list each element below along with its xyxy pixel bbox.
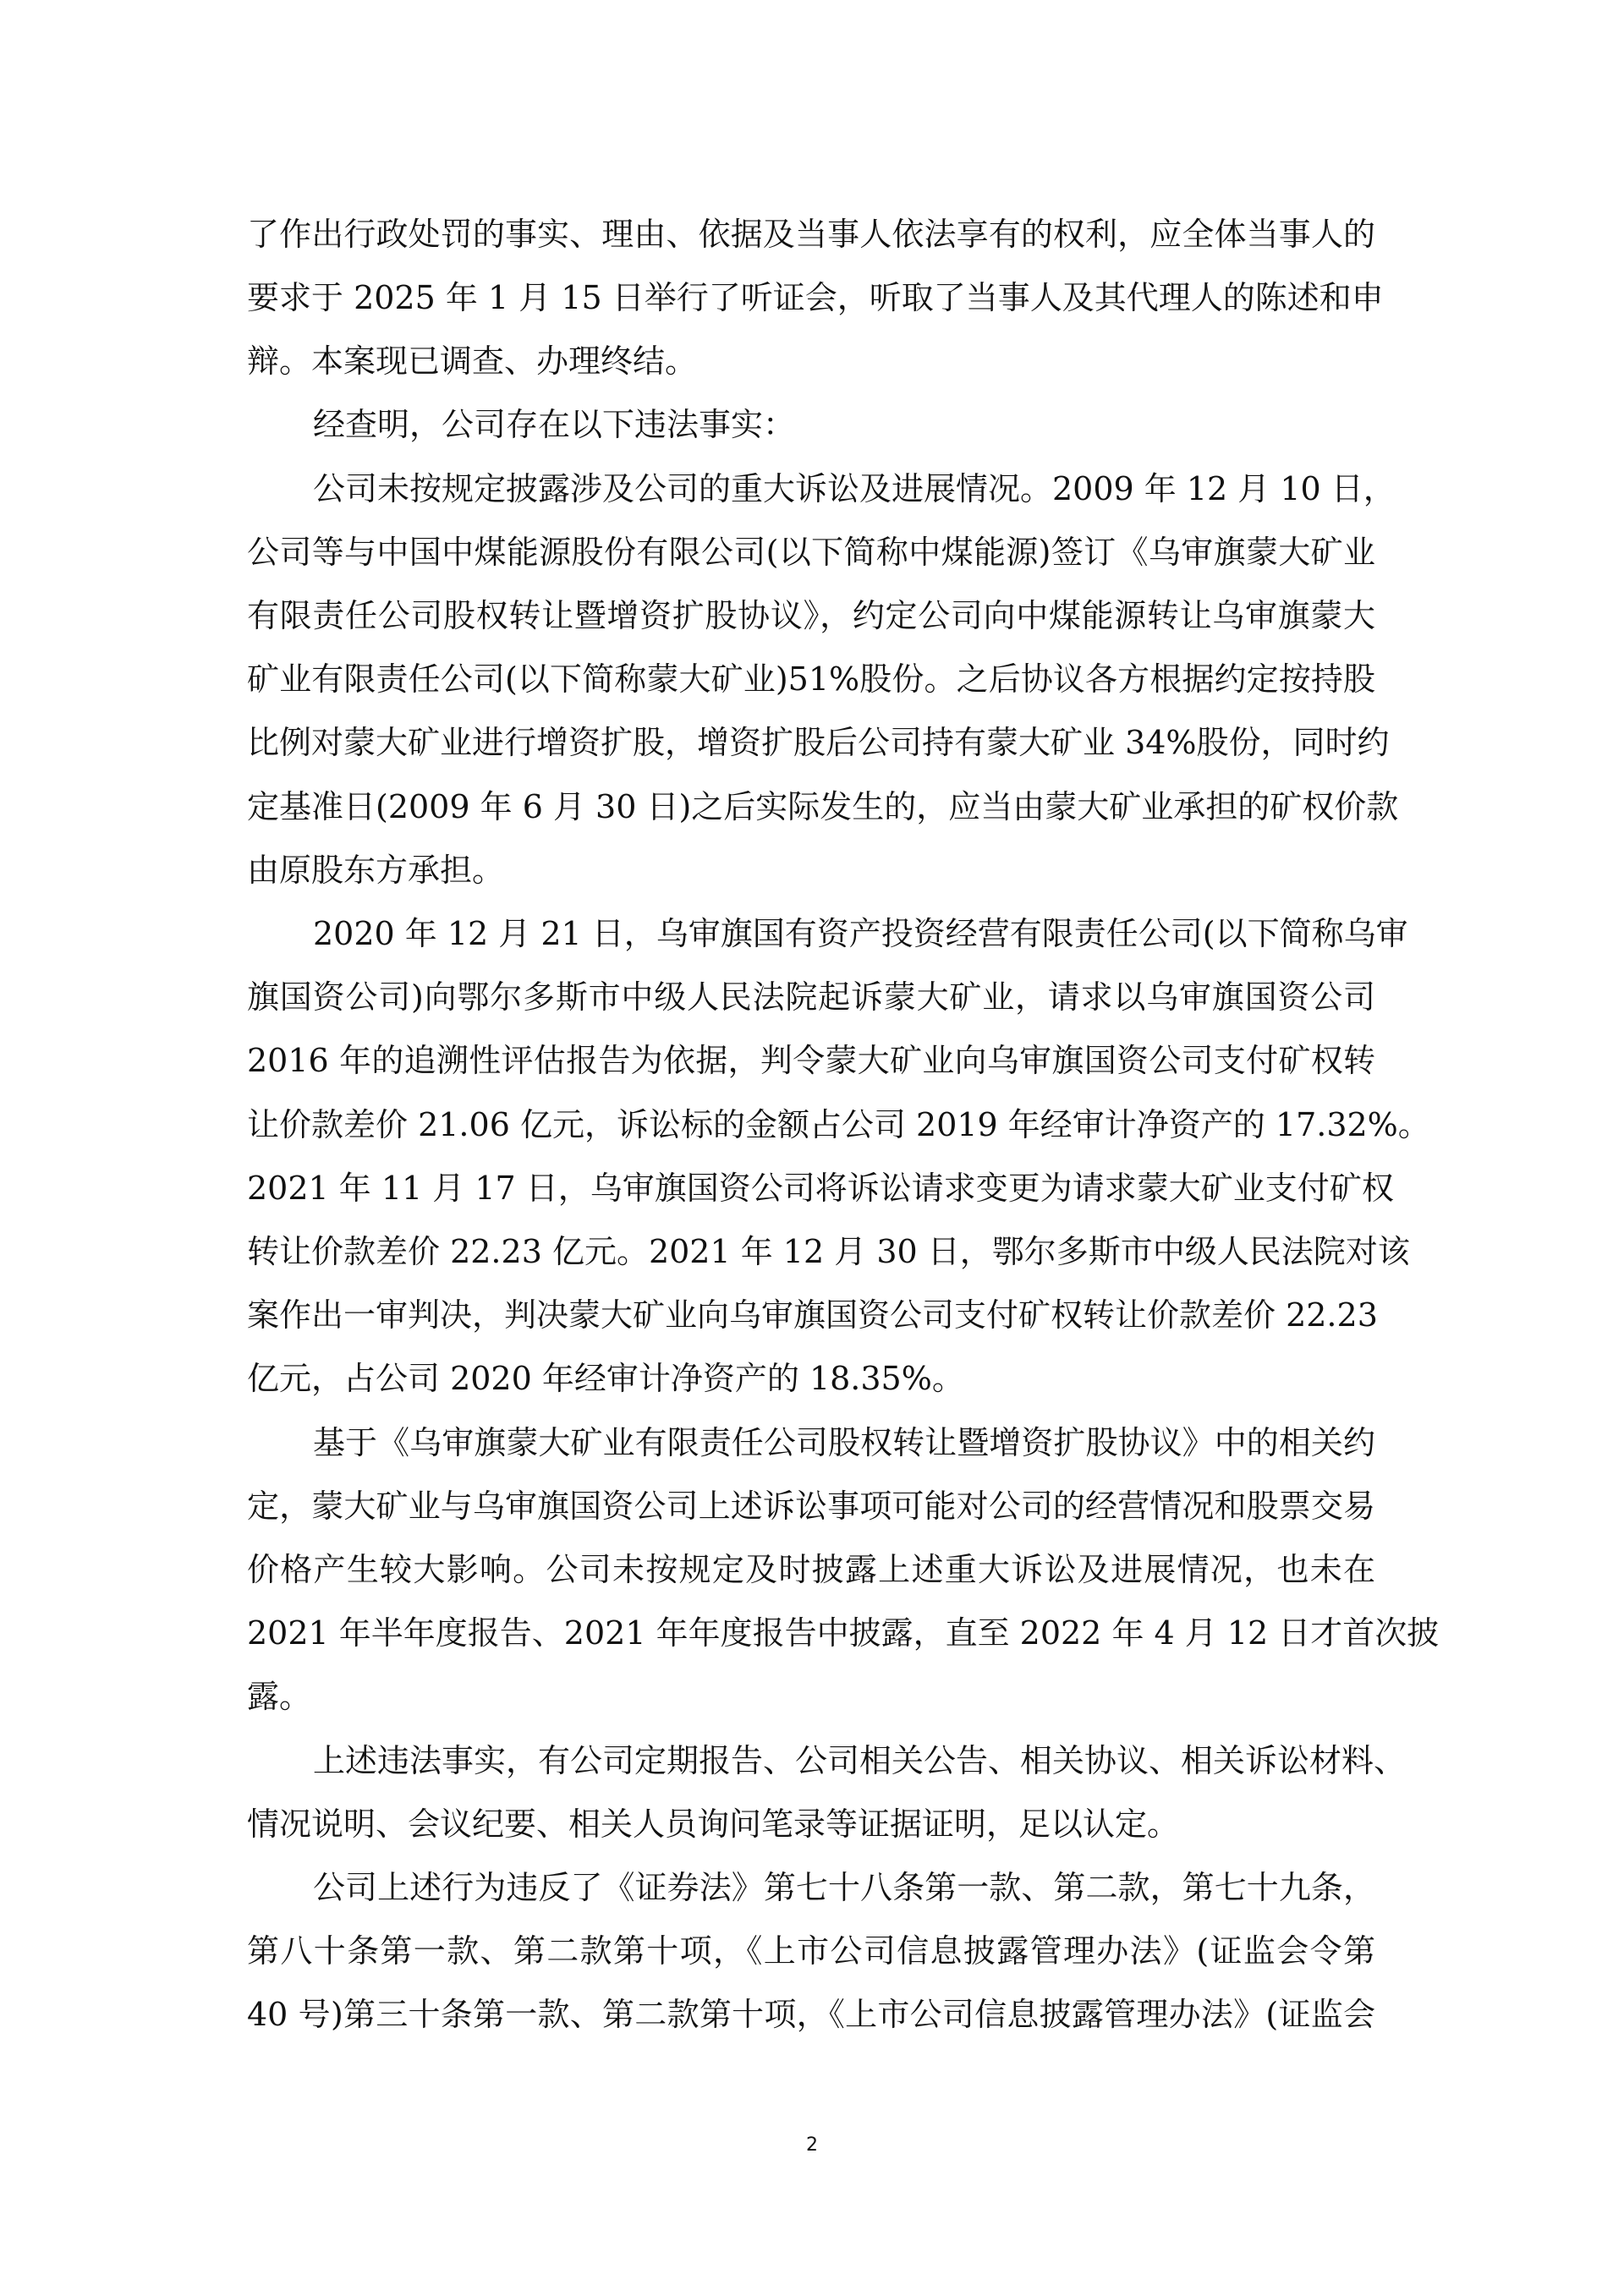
paragraph-4-line-8: 亿元，占公司 2020 年经审计净资产的 18.35%。 — [247, 1360, 964, 1397]
paragraph-3-line-2: 公司等与中国中煤能源股份有限公司(以下简称中煤能源)签订《乌审旗蒙大矿业 — [247, 534, 1375, 571]
page-number: 2 — [806, 2134, 818, 2156]
paragraph-5-line-2: 定，蒙大矿业与乌审旗国资公司上述诉讼事项可能对公司的经营情况和股票交易 — [247, 1488, 1375, 1525]
paragraph-4-line-7: 案作出一审判决，判决蒙大矿业向乌审旗国资公司支付矿权转让价款差价 22.23 — [247, 1296, 1378, 1334]
paragraph-3-line-3: 有限责任公司股权转让暨增资扩股协议》，约定公司向中煤能源转让乌审旗蒙大 — [247, 597, 1375, 634]
paragraph-1-line-3: 辩。本案现已调查、办理终结。 — [247, 342, 698, 380]
paragraph-3-line-7: 由原股东方承担。 — [247, 852, 505, 889]
paragraph-4-line-3: 2016 年的追溯性评估报告为依据，判令蒙大矿业向乌审旗国资公司支付矿权转 — [247, 1042, 1375, 1079]
paragraph-7-line-1: 公司上述行为违反了《证券法》第七十八条第一款、第二款，第七十九条， — [313, 1869, 1375, 1906]
paragraph-3-line-5: 比例对蒙大矿业进行增资扩股，增资扩股后公司持有蒙大矿业 34%股份，同时约 — [247, 724, 1390, 761]
paragraph-4-line-5: 2021 年 11 月 17 日，乌审旗国资公司将诉讼请求变更为请求蒙大矿业支付矿权 — [247, 1170, 1394, 1207]
paragraph-3-line-4: 矿业有限责任公司(以下简称蒙大矿业)51%股份。之后协议各方根据约定按持股 — [247, 660, 1375, 698]
paragraph-5-line-5: 露。 — [247, 1678, 312, 1715]
paragraph-4-line-6: 转让价款差价 22.23 亿元。2021 年 12 月 30 日，鄂尔多斯市中级人民法院对该 — [247, 1233, 1410, 1270]
paragraph-3-line-1: 公司未按规定披露涉及公司的重大诉讼及进展情况。2009 年 12 月 10 日， — [313, 470, 1396, 507]
paragraph-6-line-2: 情况说明、会议纪要、相关人员询问笔录等证据证明，足以认定。 — [247, 1806, 1180, 1843]
paragraph-5-line-3: 价格产生较大影响。公司未按规定及时披露上述重大诉讼及进展情况，也未在 — [247, 1551, 1375, 1588]
paragraph-7-line-3: 40 号)第三十条第一款、第二款第十项，《上市公司信息披露管理办法》(证监会 — [247, 1996, 1375, 2033]
paragraph-1-line-1: 了作出行政处罚的事实、理由、依据及当事人依法享有的权利，应全体当事人的 — [247, 216, 1375, 253]
paragraph-2-line-1: 经查明，公司存在以下违法事实： — [313, 406, 796, 443]
paragraph-7-line-2: 第八十条第一款、第二款第十项，《上市公司信息披露管理办法》(证监会令第 — [247, 1932, 1375, 1970]
paragraph-1-line-2: 要求于 2025 年 1 月 15 日举行了听证会，听取了当事人及其代理人的陈述和申 — [247, 279, 1384, 316]
paragraph-4-line-4: 让价款差价 21.06 亿元，诉讼标的金额占公司 2019 年经审计净资产的 17.32%。 — [247, 1106, 1430, 1143]
paragraph-6-line-1: 上述违法事实，有公司定期报告、公司相关公告、相关协议、相关诉讼材料、 — [313, 1742, 1407, 1779]
paragraph-4-line-2: 旗国资公司)向鄂尔多斯市中级人民法院起诉蒙大矿业，请求以乌审旗国资公司 — [247, 978, 1375, 1016]
paragraph-3-line-6: 定基准日(2009 年 6 月 30 日)之后实际发生的，应当由蒙大矿业承担的矿权价款 — [247, 788, 1399, 825]
paragraph-4-line-1: 2020 年 12 月 21 日，乌审旗国有资产投资经营有限责任公司(以下简称乌审 — [313, 915, 1408, 952]
paragraph-5-line-1: 基于《乌审旗蒙大矿业有限责任公司股权转让暨增资扩股协议》中的相关约 — [313, 1424, 1375, 1461]
paragraph-5-line-4: 2021 年半年度报告、2021 年年度报告中披露，直至 2022 年 4 月 12 日才首次披 — [247, 1614, 1440, 1652]
